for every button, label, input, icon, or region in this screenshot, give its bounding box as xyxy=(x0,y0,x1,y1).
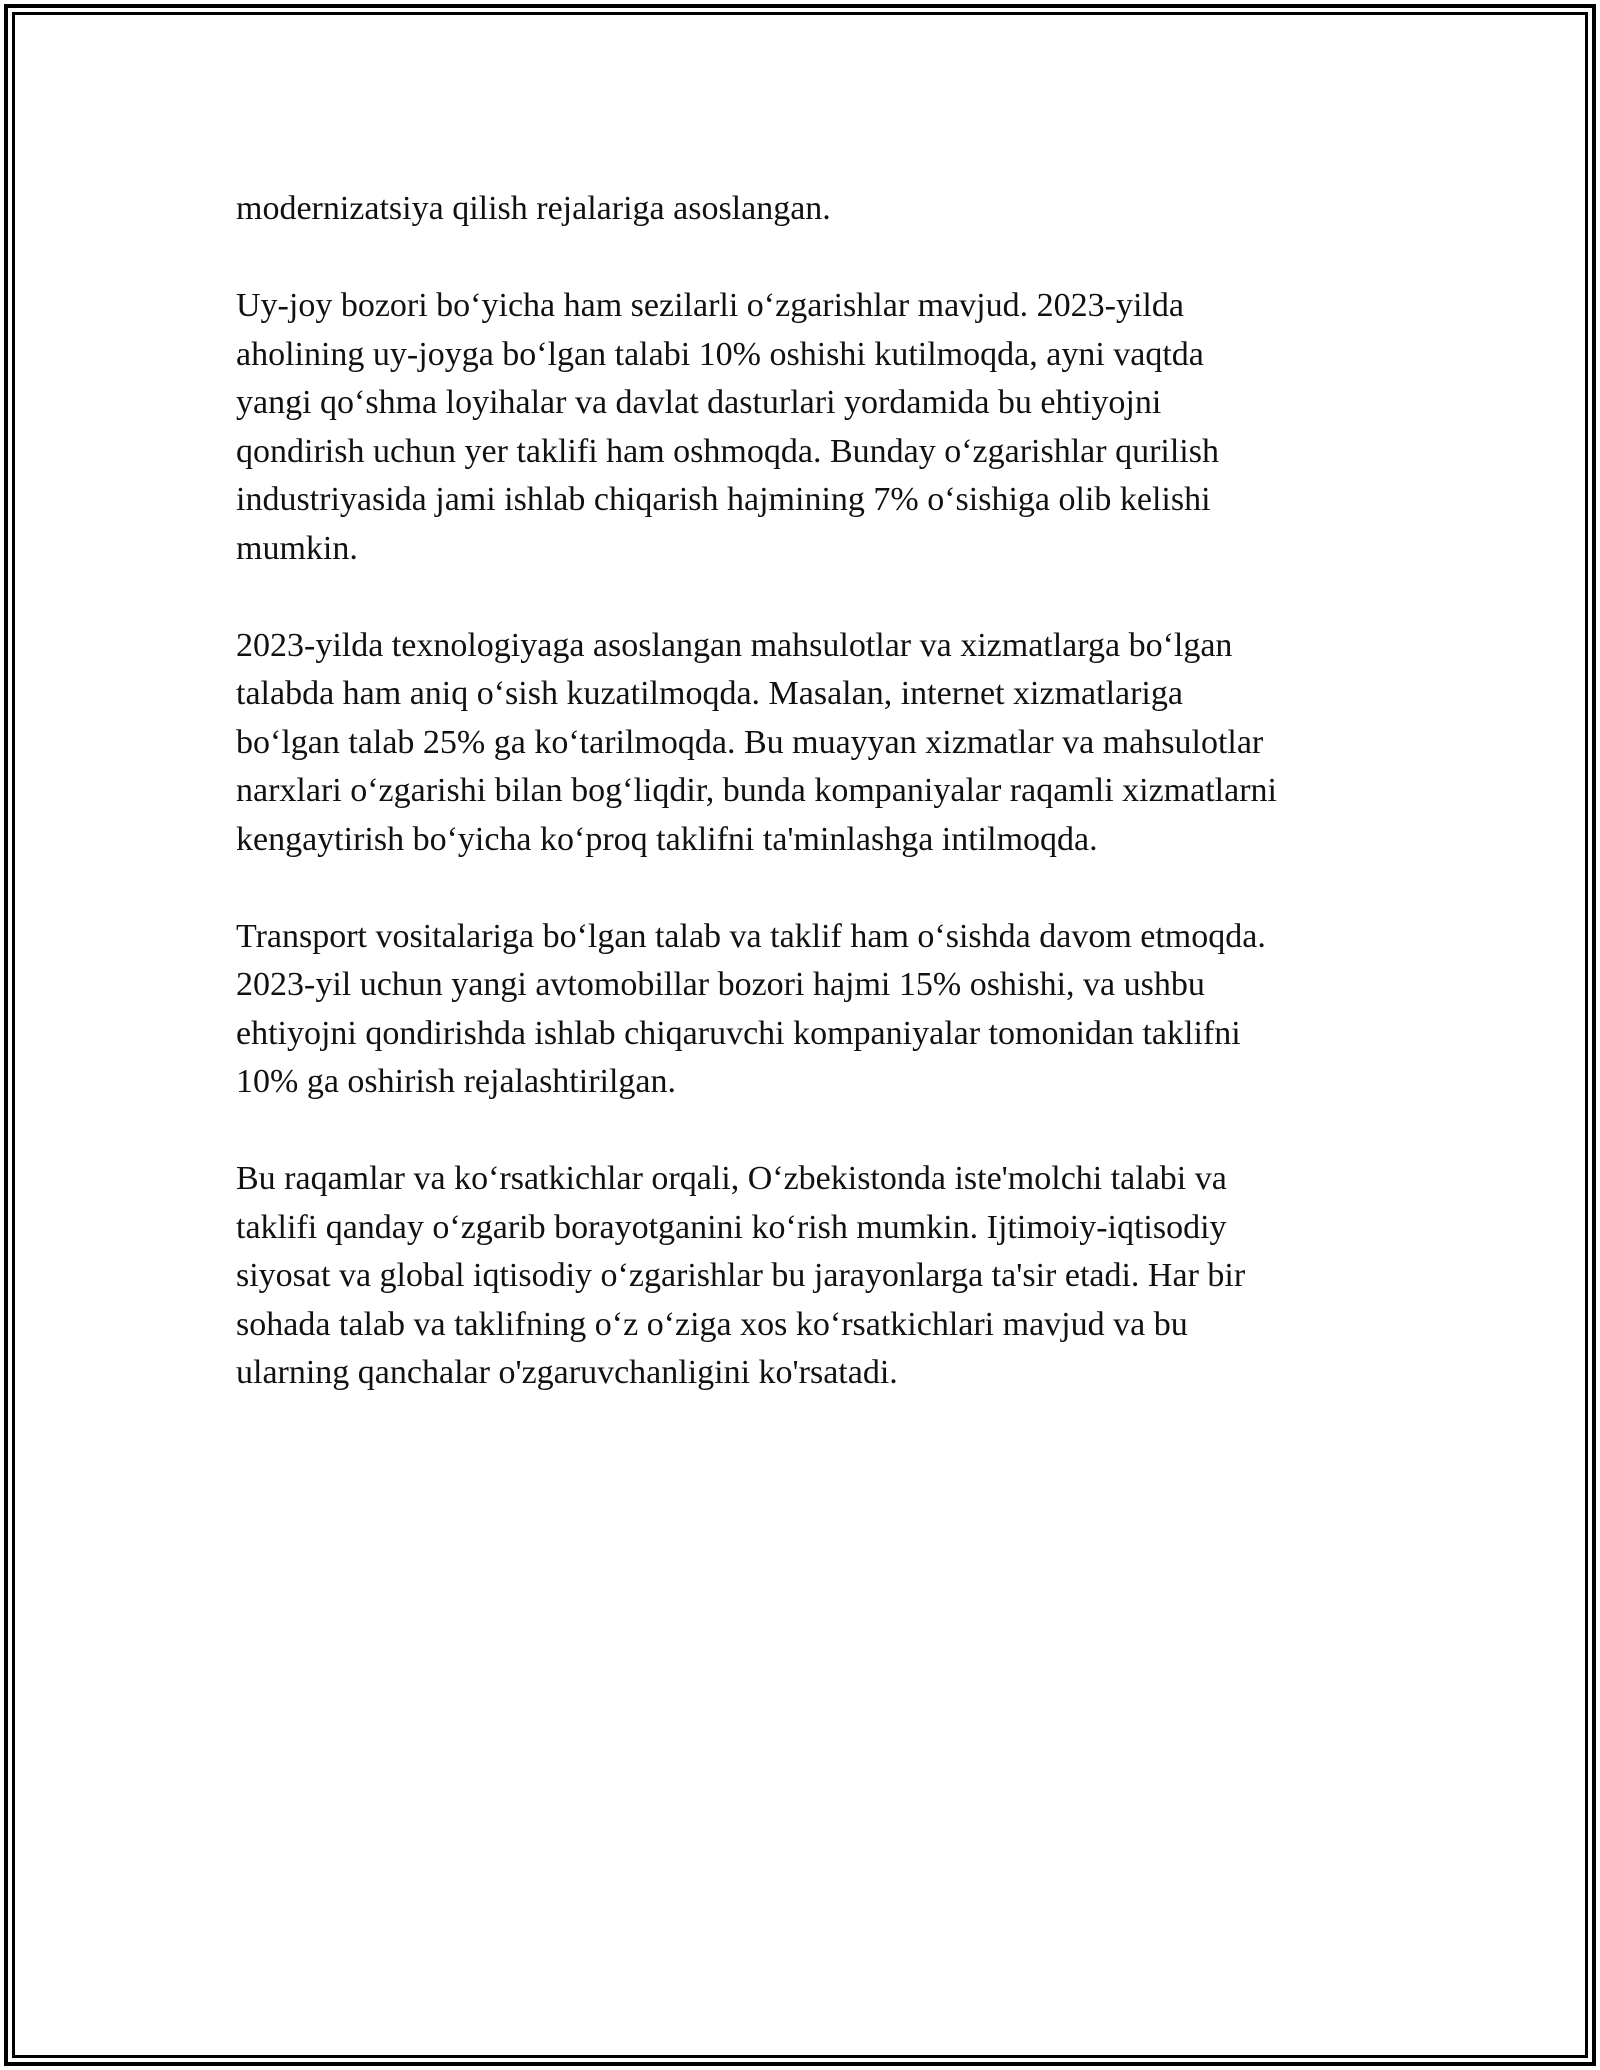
text-line: sohada talab va taklifning o‘z o‘ziga xos ko‘rsatkichlari mavjud va bu xyxy=(236,1305,1188,1343)
text-line: modernizatsiya qilish rejalariga asoslangan. xyxy=(236,190,831,227)
text-line: 2023-yil uchun yangi avtomobillar bozori hajmi 15% oshishi, va ushbu xyxy=(236,966,1205,1003)
text-line: industriyasida jami ishlab chiqarish hajmining 7% o‘sishiga olib kelishi xyxy=(236,481,1211,518)
text-line: Uy-joy bozori bo‘yicha ham sezilarli o‘zgarishlar mavjud. 2023-yilda xyxy=(236,287,1184,324)
paragraph-1 xyxy=(236,185,1366,234)
text-line: kengaytirish bo‘yicha ko‘proq taklifni ta'minlashga intilmoqda. xyxy=(236,820,1098,858)
text-line: Bu raqamlar va ko‘rsatkichlar orqali, O‘zbekistonda iste'molchi talabi va xyxy=(236,1160,1227,1197)
paragraph-4 xyxy=(236,913,1366,1107)
text-line: taklifi qanday o‘zgarib borayotganini ko‘rish mumkin. Ijtimoiy-iqtisodiy xyxy=(236,1208,1227,1246)
text-line: ularning qanchalar o'zgaruvchanligini ko'rsatadi. xyxy=(236,1354,898,1391)
text-line: 10% ga oshirish rejalashtirilgan. xyxy=(236,1063,677,1100)
text-line: talabda ham aniq o‘sish kuzatilmoqda. Masalan, internet xizmatlariga xyxy=(236,675,1183,712)
text-line: bo‘lgan talab 25% ga ko‘tarilmoqda. Bu muayyan xizmatlar va mahsulotlar xyxy=(236,723,1264,761)
text-line: Transport vositalariga bo‘lgan talab va taklif ham o‘sishda davom etmoqda. xyxy=(236,917,1266,955)
text-line: mumkin. xyxy=(236,529,358,567)
text-line: 2023-yilda texnologiyaga asoslangan mahsulotlar va xizmatlarga bo‘lgan xyxy=(236,626,1233,664)
paragraph-3 xyxy=(236,622,1366,865)
text-line: aholining uy-joyga bo‘lgan talabi 10% oshishi kutilmoqda, ayni vaqtda xyxy=(236,335,1204,373)
text-line: qondirish uchun yer taklifi ham oshmoqda. Bunday o‘zgarishlar qurilish xyxy=(236,432,1219,470)
text-line: narxlari o‘zgarishi bilan bog‘liqdir, bunda kompaniyalar raqamli xizmatlarni xyxy=(236,772,1277,809)
paragraph-2 xyxy=(236,282,1366,573)
text-line: yangi qo‘shma loyihalar va davlat dasturlari yordamida bu ehtiyojni xyxy=(236,384,1162,421)
paragraph-5 xyxy=(236,1155,1366,1398)
text-line: siyosat va global iqtisodiy o‘zgarishlar bu jarayonlarga ta'sir etadi. Har bir xyxy=(236,1257,1246,1294)
document-body xyxy=(236,185,1366,1398)
text-line: ehtiyojni qondirishda ishlab chiqaruvchi kompaniyalar tomonidan taklifni xyxy=(236,1014,1241,1052)
